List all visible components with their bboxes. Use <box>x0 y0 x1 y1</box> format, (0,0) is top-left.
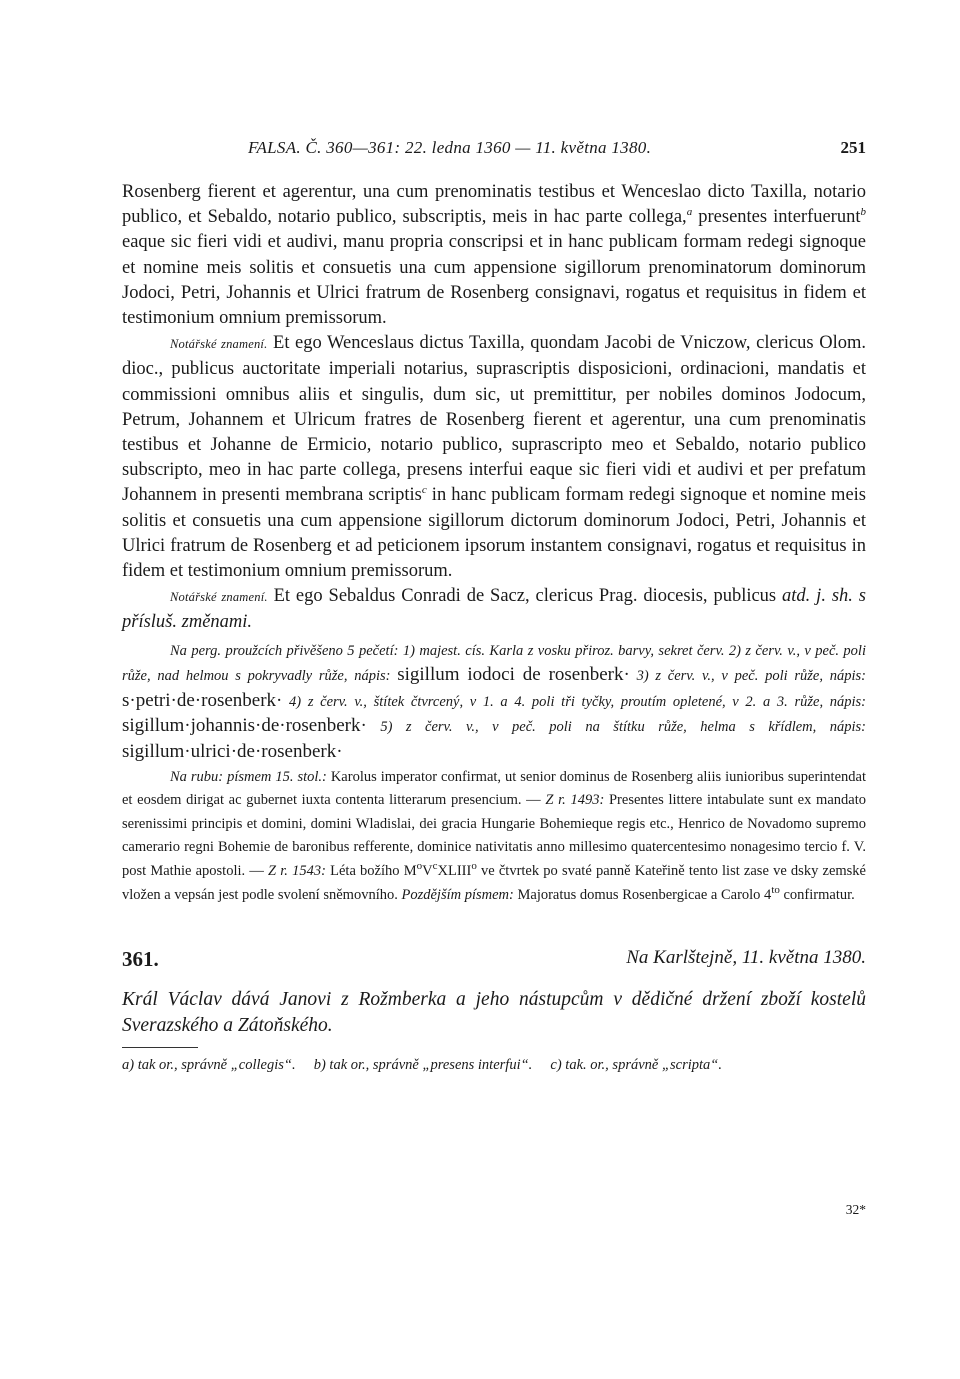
para1-text-c: eaque sic fieri vidi et audivi, manu propria conscripsi et in hanc publicam formam redegi signoque et nomine meis solitis et consuetis una cum appensione sigillorum prenominatorum dominorum Jodoci, Petri, Johannis et Ulrici fratrum de Rosenberg consignavi, rogatus et requisitus in fidem et testimonium omnium premissorum. <box>122 232 866 329</box>
seal-inscription-2: s·petri·de·rosenberk· <box>122 689 283 711</box>
para3-text: Et ego Sebaldus Conradi de Sacz, clericus Prag. diocesis, publicus <box>267 586 783 607</box>
footnotes: a) tak or., správně „collegis“. b) tak or., správně „presens interfui“. c) tak. or., správně „scripta“. <box>122 1057 722 1074</box>
footnote-ref-b: b <box>860 206 866 219</box>
paragraph-1 <box>122 180 866 331</box>
dorsal-note <box>122 766 866 908</box>
document-number: 361. <box>122 947 159 972</box>
seal-inscription-1: sigillum iodoci de rosenberk· <box>397 664 630 686</box>
footnote-ref-a: a <box>686 206 693 219</box>
para2-text: Et ego Wenceslaus dictus Taxilla, quondam Jacobi de Vniczow, clericus Olom. dioc., publicus auctoritate imperiali notarius, suprascriptis disposicioni, ordinacioni, mandatis et commissioni omnibus aliis et singulis, dum sic, ut premittitur, per nobiles dominos Jodocum, Petrum, Johannem et Ulricum fratres de Rosenberg fierent et agerentur, una cum prenominatis testibus et Johanne de Ermicio, notario publico, suprascripto meo et Sebaldo, notario publico subscripto, meo in hac parte collega, presens interfui eaque sic fieri vidi et audivi et per prefatum Johannem in presenti membrana scriptis <box>122 333 866 506</box>
running-title: FALSA. Č. 360—361: 22. ledna 1360 — 11. května 1380. <box>248 138 652 157</box>
page <box>122 132 867 1217</box>
ref-1543-label: Z r. 1543: <box>268 863 326 879</box>
page-number: 251 <box>840 138 866 157</box>
ref-1493-label: Z r. 1493: <box>545 792 605 809</box>
running-header <box>122 132 866 162</box>
notary-mark-label-2: Notářské znamení. <box>170 590 268 605</box>
ref-1493-text: Presentes littere intabulate sunt ex mandato serenissimi principis et domini, domini Wladislai, dei gracia Hungarie Bohemieque regis etc., Henrico de Novadomo supremo camerario regni Bohemie de baronibus refferente, dominice nativitatis anno millesimo quatercentesimo nonagesimo tercio f. V. post Mathie apostoli. — <box>122 792 866 879</box>
paragraph-2 <box>122 331 866 584</box>
ref-1543-sup-2: c <box>432 860 438 873</box>
para2-text-b: in hanc publicam formam redegi signoque et nomine meis solitis et consuetis una cum appensione sigillorum dictorum dominorum Jodoci, Petri, Johannis et Ulrici fratrum de Rosenberg et ad peticionem ipsorum instantem consignavi, rogatus et requisitus in fidem et testimonium omnium premissorum. <box>122 485 866 582</box>
footnote-ref-c: c <box>421 484 427 497</box>
later-hand-sup: to <box>771 883 780 896</box>
ref-1543-mid-2: XLIII <box>437 863 472 879</box>
para3-italic: atd. j. sh. s přísluš. změnami. <box>122 586 866 633</box>
para1-text: Rosenberg fierent et agerentur, una cum prenominatis testibus et Wenceslao dicto Taxilla, notario publico, et Sebaldo, notario publico, subscriptis, meis in hac parte collega, <box>122 182 866 228</box>
seals-intro: Na perg. proužcích přivěšeno 5 pečetí: 1) majest. cís. Karla z vosku přiroz. barvy, sekret červ. 2) z červ. v., v peč. poli růže, nad helmou s pokryvadly růže, nápis: <box>122 642 866 685</box>
regest: Král Václav dává Janovi z Rožmberka a jeho nástupcům v dědičné držení zboží kostelů Sverazského a Zátoňského. <box>122 989 866 1037</box>
ref-1543-mid: V <box>422 863 433 879</box>
document-heading <box>122 947 866 983</box>
later-hand-text: Majoratus domus Rosenbergicae a Carolo 4 <box>513 886 772 903</box>
para1-text-b: presentes interfuerunt <box>692 207 861 228</box>
dorsal-label: Na rubu: písmem 15. stol.: <box>170 768 327 785</box>
ref-1543-text: Léta božího M <box>325 863 417 879</box>
later-hand-end: confirmatur. <box>779 886 855 903</box>
seal-inscription-4: sigillum·ulrici·de·rosenberk· <box>122 741 343 763</box>
seal-3-desc: 3) z červ. v., v peč. poli růže, nápis: <box>629 668 867 685</box>
editorial-notes <box>122 640 866 908</box>
footnote-rule <box>122 1047 198 1048</box>
ref-1543-sup-1: o <box>416 860 423 873</box>
notary-mark-label-1: Notářské znamení. <box>170 337 268 352</box>
dorsal-text: Karolus imperator confirmat, ut senior dominus de Rosenberg aliis iunioribus superintendat et eosdem dirigat ac gubernet iuxta contenta litterarum presencium. — <box>122 768 866 809</box>
seal-4-desc: 4) z červ. v., štítek čtvrcený, v 1. a 4. poli tři tyčky, proutím opletené, v 2. a 3. růže, nápis: <box>282 693 866 710</box>
ref-1543-sup-3: o <box>471 860 477 873</box>
document-place-date: Na Karlštejně, 11. května 1380. <box>626 947 866 969</box>
seals-note <box>122 640 866 766</box>
later-hand-label: Pozdějším písmem: <box>401 886 514 903</box>
seal-5-desc: 5) z červ. v., v peč. poli na štítku růže, helma s křídlem, nápis: <box>366 719 866 736</box>
seal-inscription-3: sigillum·johannis·de·rosenberk· <box>122 715 367 737</box>
signature-mark: 32* <box>845 1202 866 1217</box>
main-text <box>122 180 866 636</box>
paragraph-3 <box>122 584 866 635</box>
ref-1543-end: ve čtvrtek po svaté panně Kateřině tento list zase ve dsky zemské vložen a vepsán jest podle svolení sněmovního. <box>122 863 866 903</box>
